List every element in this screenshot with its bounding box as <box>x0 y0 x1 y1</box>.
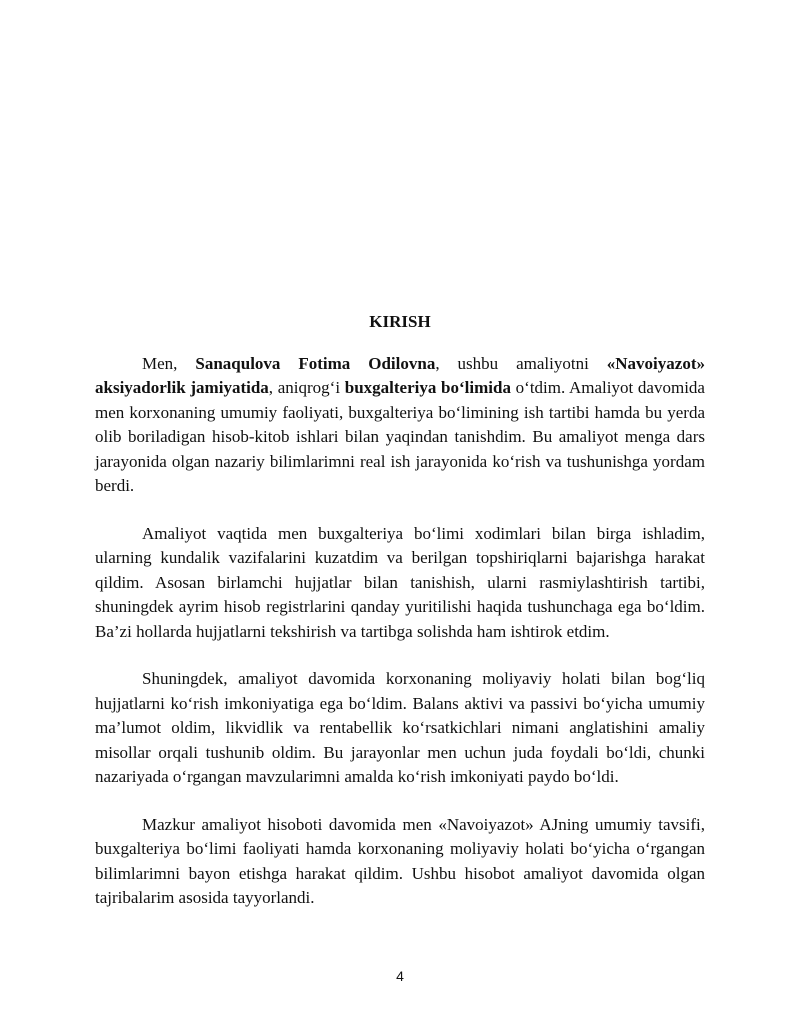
department-name: buxgalteriya bo‘limida <box>344 378 511 397</box>
page-number: 4 <box>396 968 404 984</box>
text-run: , aniqrog‘i <box>268 378 345 397</box>
text-run: Men, <box>142 353 196 373</box>
text-run: Shuningdek, amaliyot davomida korxonaning moliyaviy holati bilan bog‘liq hujjatlarni ko‘rish imkoniyatiga ega bo‘ldim. Balans aktivi va passivi bo‘yicha umumiy ma’lumot oldim, likvidlik va rentabellik ko‘rsatkichlari nimani anglatishini amaliy misollar orqali tushunib oldim. Bu jarayonlar men uchun juda foydali bo‘ldi, chunki nazariyada o‘rgangan mavzularimni amalda ko‘rish imkoniyati paydo bo‘ldi. <box>95 669 705 786</box>
paragraph-2 <box>95 522 705 645</box>
paragraph-1 <box>95 352 705 499</box>
paragraph-4 <box>95 813 705 911</box>
document-body <box>95 310 705 934</box>
text-run: Mazkur amaliyot hisoboti davomida men «Navoiyazot» AJning umumiy tavsifi, buxgalteriya bo‘limi faoliyati hamda korxonaning moliyaviy holati bo‘yicha o‘rgangan bilimlarimni bayon etishga harakat qildim. Ushbu hisobot amaliyot davomida olgan tajribalarim asosida tayyorlandi. <box>95 814 705 907</box>
text-run: Amaliyot vaqtida men buxgalteriya bo‘limi xodimlari bilan birga ishladim, ularning kundalik vazifalarini kuzatdim va berilgan topshiriqlarni bajarishga harakat qildim. Asosan birlamchi hujjatlar bilan tanishish, ularni rasmiylashtirish tartibi, shuningdek ayrim hisob registrlarini qanday yuritilishi haqida tushunchaga ega bo‘ldim. Ba’zi hollarda hujjatlarni tekshirish va tartibga solishda ham ishtirok etdim. <box>95 523 705 641</box>
paragraph-3 <box>95 667 705 790</box>
student-name: Sanaqulova Fotima Odilovna <box>195 353 436 373</box>
text-run: o‘tdim. Amaliyot davomida men korxonaning umumiy faoliyati, buxgalteriya bo‘limining ish tartibi hamda bu yerda olib boriladigan hisob-kitob ishlari bilan yaqindan tanishdim. Bu amaliyot menga dars jarayonida olgan nazariy bilimlarimni real ish jarayonida ko‘rish va tushunishga yordam berdi. <box>95 378 705 495</box>
company-name: «Navoiyazot» aksiyadorlik jamiyatida <box>95 353 705 397</box>
section-heading: KIRISH <box>369 312 431 331</box>
text-run: , ushbu amaliyotni <box>435 353 607 373</box>
